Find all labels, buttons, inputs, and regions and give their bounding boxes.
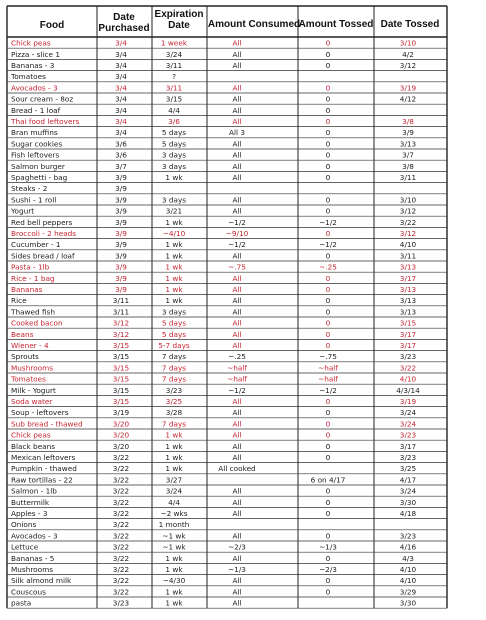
- cell-amount-tossed: 0: [325, 161, 331, 171]
- cell-amount-tossed: 0: [325, 229, 331, 238]
- cell-date-tossed: 3/23: [399, 531, 417, 541]
- cell-date-purchased: 3/22: [112, 475, 130, 485]
- cell-date-tossed: 3/12: [399, 206, 417, 216]
- cell-food: Bran muffins: [11, 128, 58, 138]
- cell-date-purchased: 3/9: [115, 262, 127, 272]
- cell-food: Sprouts: [11, 352, 39, 362]
- cell-amount-consumed: All: [232, 195, 242, 205]
- cell-amount-tossed: 0: [325, 105, 331, 115]
- cell-food: Mexican leftovers: [11, 453, 76, 462]
- cell-food: Buttermilk: [11, 497, 50, 507]
- cell-date-purchased: 3/12: [112, 318, 130, 328]
- cell-amount-tossed: 0: [325, 38, 331, 48]
- cell-amount-tossed: ~1/3: [319, 542, 337, 552]
- cell-date-tossed: 4/10: [399, 576, 417, 586]
- cell-amount-consumed: All 3: [228, 128, 246, 138]
- cell-food: Salmon burger: [11, 161, 65, 171]
- cell-date-tossed: 4/17: [399, 475, 417, 485]
- cell-food: Sugar cookies: [11, 139, 63, 149]
- cell-amount-tossed: 0: [325, 329, 331, 339]
- cell-date-tossed: 3/8: [402, 117, 414, 126]
- cell-amount-tossed: 6 on 4/17: [310, 475, 346, 485]
- cell-expiration: 3/25: [165, 397, 183, 406]
- cell-expiration: 3/24: [165, 49, 183, 59]
- cell-amount-consumed: ~.75: [228, 262, 246, 272]
- cell-date-purchased: 3/9: [115, 195, 127, 205]
- cell-date-tossed: 3/24: [399, 408, 417, 418]
- cell-amount-consumed: All: [232, 430, 242, 440]
- cell-food: Silk almond milk: [11, 576, 72, 586]
- cell-expiration: 1 wk: [165, 464, 183, 474]
- cell-amount-tossed: 0: [325, 206, 331, 216]
- cell-expiration: ~2 wks: [160, 509, 188, 518]
- cell-amount-consumed: All: [232, 161, 242, 171]
- cell-food: pasta: [11, 598, 32, 608]
- cell-food: Yogurt: [11, 206, 35, 216]
- cell-date-purchased: 3/22: [112, 464, 130, 474]
- cell-amount-consumed: All: [232, 61, 242, 70]
- cell-amount-tossed: ~half: [318, 374, 338, 384]
- cell-date-tossed: 3/17: [399, 341, 417, 350]
- cell-amount-consumed: ~1/2: [228, 217, 246, 227]
- cell-food: Avocados - 3: [11, 83, 58, 93]
- cell-expiration: 5 days: [161, 139, 187, 149]
- cell-date-tossed: 3/17: [399, 441, 417, 451]
- cell-expiration: 3/11: [165, 61, 183, 70]
- cell-expiration: 3/28: [165, 408, 183, 418]
- cell-amount-tossed: 0: [325, 285, 331, 294]
- cell-expiration: 3/24: [165, 486, 183, 496]
- cell-food: Sides bread / loaf: [11, 251, 75, 261]
- cell-amount-tossed: 0: [325, 497, 331, 507]
- cell-date-purchased: 3/22: [112, 553, 130, 563]
- cell-date-tossed: 3/17: [399, 329, 417, 339]
- cell-date-purchased: 3/9: [115, 173, 127, 182]
- cell-date-purchased: 3/11: [112, 296, 130, 306]
- cell-expiration: 1 wk: [165, 173, 183, 182]
- cell-expiration: ~4/10: [162, 229, 186, 238]
- cell-amount-consumed: ~2/3: [228, 542, 246, 552]
- cell-food: Chick peas: [11, 38, 51, 48]
- cell-expiration: 5 days: [161, 329, 187, 339]
- cell-date-tossed: 3/13: [399, 296, 417, 306]
- cell-date-purchased: 3/15: [112, 352, 130, 362]
- cell-date-purchased: 3/4: [115, 61, 127, 70]
- cell-amount-tossed: ~2/3: [319, 565, 337, 574]
- cell-date-purchased: 3/7: [115, 161, 127, 171]
- cell-expiration: ~1 wk: [162, 542, 186, 552]
- cell-amount-consumed: All: [232, 296, 242, 306]
- cell-date-tossed: 3/29: [399, 587, 417, 597]
- cell-amount-tossed: 0: [325, 307, 331, 317]
- cell-date-purchased: 3/4: [115, 117, 127, 126]
- cell-amount-tossed: 0: [325, 128, 331, 138]
- cell-amount-consumed: ~1/2: [228, 385, 246, 395]
- cell-expiration: 3/27: [165, 475, 183, 485]
- cell-food: Thai food leftovers: [11, 117, 80, 126]
- cell-date-purchased: 3/4: [115, 94, 127, 104]
- cell-expiration: 7 days: [161, 352, 187, 362]
- header-date-purchased: Date Purchased: [98, 12, 150, 34]
- cell-amount-tossed: 0: [325, 83, 331, 93]
- cell-amount-consumed: All: [232, 329, 242, 339]
- cell-amount-consumed: All: [232, 441, 242, 451]
- cell-food: Cucumber - 1: [11, 240, 61, 250]
- cell-amount-consumed: All: [232, 318, 242, 328]
- cell-expiration: 7 days: [161, 419, 187, 429]
- cell-date-tossed: 3/25: [399, 464, 417, 474]
- cell-amount-tossed: ~1/2: [319, 217, 337, 227]
- cell-food: Avocados - 3: [11, 531, 58, 541]
- cell-amount-tossed: 0: [325, 408, 331, 418]
- cell-date-purchased: 3/22: [112, 497, 130, 507]
- cell-expiration: 7 days: [161, 363, 187, 373]
- cell-date-tossed: 3/22: [399, 363, 417, 373]
- cell-food: Onions: [11, 520, 37, 530]
- cell-food: Pumpkin - thawed: [11, 464, 77, 474]
- cell-amount-consumed: All: [232, 453, 242, 462]
- cell-date-purchased: 3/22: [112, 486, 130, 496]
- cell-date-purchased: 3/4: [115, 49, 127, 59]
- cell-expiration: 4/4: [168, 497, 180, 507]
- cell-amount-tossed: 0: [325, 509, 331, 518]
- cell-amount-consumed: ~.25: [228, 352, 246, 362]
- cell-date-tossed: 3/19: [399, 397, 417, 406]
- cell-expiration: ~4/30: [162, 576, 186, 586]
- cell-expiration: 1 wk: [165, 453, 183, 462]
- cell-date-tossed: 3/10: [399, 195, 417, 205]
- cell-date-purchased: 3/15: [112, 397, 130, 406]
- cell-food: Raw tortillas - 22: [11, 475, 73, 485]
- cell-date-tossed: 3/19: [399, 83, 417, 93]
- cell-food: Lettuce: [11, 542, 39, 552]
- cell-expiration: 1 wk: [165, 217, 183, 227]
- cell-food: Red bell peppers: [11, 217, 73, 227]
- cell-date-purchased: 3/20: [112, 419, 130, 429]
- cell-amount-tossed: 0: [325, 251, 331, 261]
- cell-expiration: 1 wk: [165, 285, 183, 294]
- cell-expiration: 1 wk: [165, 273, 183, 283]
- cell-amount-tossed: ~half: [318, 363, 338, 373]
- cell-amount-consumed: All: [232, 576, 242, 586]
- cell-date-purchased: 3/11: [112, 307, 130, 317]
- cell-amount-consumed: All: [232, 94, 242, 104]
- cell-expiration: 5 days: [161, 318, 187, 328]
- cell-date-purchased: 3/22: [112, 576, 130, 586]
- cell-amount-tossed: 0: [325, 553, 331, 563]
- cell-expiration: 1 wk: [165, 262, 183, 272]
- cell-date-tossed: 4/12: [399, 94, 417, 104]
- cell-amount-tossed: 0: [325, 273, 331, 283]
- cell-date-tossed: 3/12: [399, 229, 417, 238]
- cell-date-tossed: 3/11: [399, 251, 417, 261]
- cell-date-purchased: 3/4: [115, 38, 127, 48]
- cell-amount-consumed: All: [232, 285, 242, 294]
- cell-expiration: 5-7 days: [158, 341, 190, 350]
- cell-date-purchased: 3/6: [115, 139, 127, 149]
- cell-expiration: 5 days: [161, 128, 187, 138]
- cell-expiration: 1 wk: [165, 240, 183, 250]
- cell-amount-tossed: 0: [325, 430, 331, 440]
- cell-date-purchased: 3/4: [115, 83, 127, 93]
- cell-amount-consumed: All: [232, 251, 242, 261]
- cell-food: Steaks - 2: [11, 184, 48, 194]
- cell-amount-consumed: ~1/3: [228, 565, 246, 574]
- cell-amount-tossed: 0: [325, 397, 331, 406]
- cell-date-purchased: 3/9: [115, 217, 127, 227]
- cell-date-tossed: 3/23: [399, 453, 417, 462]
- cell-amount-tossed: 0: [325, 61, 331, 70]
- cell-date-tossed: 3/7: [402, 150, 414, 160]
- cell-date-tossed: 3/23: [399, 352, 417, 362]
- cell-date-purchased: 3/4: [115, 128, 127, 138]
- cell-food: Bananas - 3: [11, 61, 55, 70]
- cell-date-purchased: 3/20: [112, 430, 130, 440]
- cell-food: Cooked bacon: [11, 318, 63, 328]
- cell-amount-consumed: All: [232, 486, 242, 496]
- cell-amount-tossed: 0: [325, 296, 331, 306]
- cell-date-tossed: 3/13: [399, 139, 417, 149]
- cell-expiration: 1 wk: [165, 430, 183, 440]
- cell-expiration: 1 wk: [165, 441, 183, 451]
- cell-food: Spaghetti - bag: [11, 173, 68, 182]
- cell-expiration: ~1 wk: [162, 531, 186, 541]
- cell-date-purchased: 3/4: [115, 72, 127, 82]
- cell-amount-tossed: 0: [325, 341, 331, 350]
- cell-amount-tossed: 0: [325, 139, 331, 149]
- cell-amount-tossed: 0: [325, 150, 331, 160]
- cell-amount-consumed: All: [232, 497, 242, 507]
- cell-date-tossed: 4/2: [402, 49, 414, 59]
- cell-amount-tossed: 0: [325, 173, 331, 182]
- cell-amount-consumed: All cooked: [218, 464, 256, 474]
- cell-amount-consumed: All: [232, 117, 242, 126]
- cell-amount-tossed: 0: [325, 576, 331, 586]
- cell-date-tossed: 4/10: [399, 565, 417, 574]
- cell-amount-tossed: ~.75: [319, 352, 337, 362]
- cell-amount-tossed: 0: [325, 419, 331, 429]
- cell-date-purchased: 3/9: [115, 273, 127, 283]
- cell-amount-consumed: ~1/2: [228, 240, 246, 250]
- cell-expiration: ?: [172, 72, 176, 82]
- cell-food: Bananas: [11, 285, 43, 294]
- cell-date-purchased: 3/22: [112, 565, 130, 574]
- cell-amount-consumed: All: [232, 307, 242, 317]
- header-expiration-date: Expiration Date: [154, 9, 204, 31]
- cell-date-tossed: 4/3: [402, 553, 414, 563]
- cell-amount-consumed: All: [232, 598, 242, 608]
- cell-date-tossed: 3/24: [399, 419, 417, 429]
- header-amount-tossed: Amount Tossed: [298, 19, 374, 30]
- cell-date-purchased: 3/12: [112, 329, 130, 339]
- cell-date-purchased: 3/9: [115, 229, 127, 238]
- cell-date-purchased: 3/22: [112, 520, 130, 530]
- cell-food: Apples - 3: [11, 509, 48, 518]
- cell-food: Black beans: [11, 441, 56, 451]
- cell-date-tossed: 4/10: [399, 240, 417, 250]
- cell-food: Wiener - 4: [11, 341, 49, 350]
- cell-food: Sub bread - thawed: [11, 419, 83, 429]
- cell-food: Thawed fish: [11, 307, 55, 317]
- cell-date-tossed: 3/30: [399, 598, 417, 608]
- cell-food: Pasta - 1lb: [11, 262, 50, 272]
- cell-expiration: 7 days: [161, 374, 187, 384]
- cell-date-tossed: 3/11: [399, 173, 417, 182]
- cell-amount-consumed: ~half: [227, 374, 247, 384]
- cell-expiration: 3 days: [161, 150, 187, 160]
- cell-amount-consumed: All: [232, 173, 242, 182]
- cell-amount-consumed: All: [232, 105, 242, 115]
- cell-food: Mushrooms: [11, 565, 54, 574]
- cell-amount-consumed: All: [232, 553, 242, 563]
- header-food: Food: [39, 20, 65, 31]
- cell-food: Salmon - 1lb: [11, 486, 57, 496]
- cell-expiration: 1 wk: [165, 296, 183, 306]
- cell-date-tossed: 4/10: [399, 374, 417, 384]
- cell-amount-consumed: All: [232, 587, 242, 597]
- cell-date-purchased: 3/15: [112, 341, 130, 350]
- cell-food: Sour cream - 8oz: [11, 94, 74, 104]
- cell-amount-consumed: All: [232, 139, 242, 149]
- cell-date-tossed: 3/9: [402, 128, 414, 138]
- cell-expiration: 3 days: [161, 195, 187, 205]
- cell-date-tossed: 3/13: [399, 307, 417, 317]
- cell-amount-tossed: 0: [325, 587, 331, 597]
- cell-amount-tossed: 0: [325, 486, 331, 496]
- cell-date-purchased: 3/9: [115, 240, 127, 250]
- cell-food: Rice: [11, 296, 27, 306]
- cell-food: Milk - Yogurt: [11, 385, 56, 395]
- cell-date-purchased: 3/15: [112, 374, 130, 384]
- cell-food: Couscous: [11, 587, 46, 597]
- cell-food: Fish leftovers: [11, 150, 60, 160]
- cell-expiration: 1 month: [158, 520, 190, 530]
- cell-date-purchased: 3/9: [115, 206, 127, 216]
- cell-amount-consumed: All: [232, 273, 242, 283]
- cell-date-purchased: 3/9: [115, 251, 127, 261]
- cell-date-tossed: 3/30: [399, 497, 417, 507]
- cell-amount-consumed: All: [232, 408, 242, 418]
- cell-date-purchased: 3/22: [112, 587, 130, 597]
- cell-expiration: 3/11: [165, 83, 183, 93]
- cell-expiration: 1 week: [160, 38, 188, 48]
- cell-food: Mushrooms: [11, 363, 54, 373]
- cell-expiration: 1 wk: [165, 565, 183, 574]
- cell-food: Tomatoes: [11, 374, 46, 384]
- cell-amount-tossed: 0: [325, 117, 331, 126]
- cell-date-tossed: 3/10: [399, 38, 417, 48]
- cell-food: Bread - 1 loaf: [11, 105, 61, 115]
- cell-date-purchased: 3/20: [112, 441, 130, 451]
- cell-date-purchased: 3/22: [112, 531, 130, 541]
- cell-date-purchased: 3/22: [112, 509, 130, 518]
- cell-food: Chick peas: [11, 430, 51, 440]
- cell-expiration: 1 wk: [165, 553, 183, 563]
- cell-amount-consumed: ~half: [227, 363, 247, 373]
- cell-expiration: 3/15: [165, 94, 183, 104]
- cell-amount-tossed: ~1/2: [319, 240, 337, 250]
- cell-food: Bananas - 5: [11, 553, 55, 563]
- cell-amount-consumed: All: [232, 397, 242, 406]
- cell-date-purchased: 3/23: [112, 598, 130, 608]
- cell-expiration: 3/6: [168, 117, 180, 126]
- cell-food: Tomatoes: [11, 72, 46, 82]
- cell-date-tossed: 3/13: [399, 285, 417, 294]
- header-amount-consumed: Amount Consumed: [207, 19, 301, 30]
- cell-expiration: 3 days: [161, 161, 187, 171]
- cell-amount-tossed: 0: [325, 94, 331, 104]
- cell-expiration: 4/4: [168, 105, 180, 115]
- cell-food: Beans: [11, 329, 34, 339]
- cell-expiration: 3/21: [165, 206, 183, 216]
- cell-date-purchased: 3/9: [115, 184, 127, 194]
- cell-date-tossed: 3/15: [399, 318, 417, 328]
- cell-date-purchased: 3/15: [112, 363, 130, 373]
- cell-date-tossed: 3/13: [399, 262, 417, 272]
- cell-expiration: 1 wk: [165, 251, 183, 261]
- cell-date-tossed: 4/3/14: [396, 385, 420, 395]
- cell-amount-consumed: All: [232, 49, 242, 59]
- cell-food: Soda water: [11, 397, 53, 406]
- cell-date-purchased: 3/4: [115, 105, 127, 115]
- cell-date-tossed: 3/12: [399, 61, 417, 70]
- cell-date-tossed: 3/24: [399, 486, 417, 496]
- cell-amount-consumed: All: [232, 509, 242, 518]
- cell-date-tossed: 3/23: [399, 430, 417, 440]
- cell-expiration: 1 wk: [165, 587, 183, 597]
- cell-amount-tossed: 0: [325, 318, 331, 328]
- cell-date-tossed: 4/16: [399, 542, 417, 552]
- cell-amount-tossed: 0: [325, 531, 331, 541]
- cell-amount-tossed: ~1/2: [319, 385, 337, 395]
- cell-amount-consumed: All: [232, 83, 242, 93]
- cell-date-purchased: 3/22: [112, 542, 130, 552]
- cell-food: Soup - leftovers: [11, 408, 69, 418]
- cell-amount-tossed: ~.25: [319, 262, 337, 272]
- cell-date-purchased: 3/22: [112, 453, 130, 462]
- cell-expiration: 3/23: [165, 385, 183, 395]
- cell-date-purchased: 3/15: [112, 385, 130, 395]
- cell-amount-consumed: All: [232, 38, 242, 48]
- cell-food: Broccoli - 2 heads: [11, 229, 77, 238]
- cell-date-tossed: 3/8: [402, 161, 414, 171]
- cell-date-tossed: 3/22: [399, 217, 417, 227]
- header-date-tossed: Date Tossed: [380, 19, 440, 30]
- cell-amount-tossed: 0: [325, 195, 331, 205]
- cell-expiration: 1 wk: [165, 598, 183, 608]
- cell-date-tossed: 3/17: [399, 273, 417, 283]
- cell-amount-tossed: 0: [325, 49, 331, 59]
- cell-amount-consumed: All: [232, 206, 242, 216]
- cell-amount-consumed: All: [232, 341, 242, 350]
- cell-food: Sushi - 1 roll: [11, 195, 57, 205]
- cell-amount-consumed: All: [232, 531, 242, 541]
- cell-food: Pizza - slice 1: [11, 49, 60, 59]
- cell-expiration: 3 days: [161, 307, 187, 317]
- cell-amount-tossed: 0: [325, 441, 331, 451]
- cell-date-purchased: 3/19: [112, 408, 130, 418]
- cell-amount-tossed: 0: [325, 453, 331, 462]
- cell-food: Rice - 1 bag: [11, 273, 55, 283]
- cell-date-purchased: 3/6: [115, 150, 127, 160]
- cell-amount-consumed: All: [232, 419, 242, 429]
- cell-date-tossed: 4/18: [399, 509, 417, 518]
- cell-amount-consumed: ~9/10: [225, 229, 249, 238]
- cell-date-purchased: 3/9: [115, 285, 127, 294]
- cell-amount-consumed: All: [232, 150, 242, 160]
